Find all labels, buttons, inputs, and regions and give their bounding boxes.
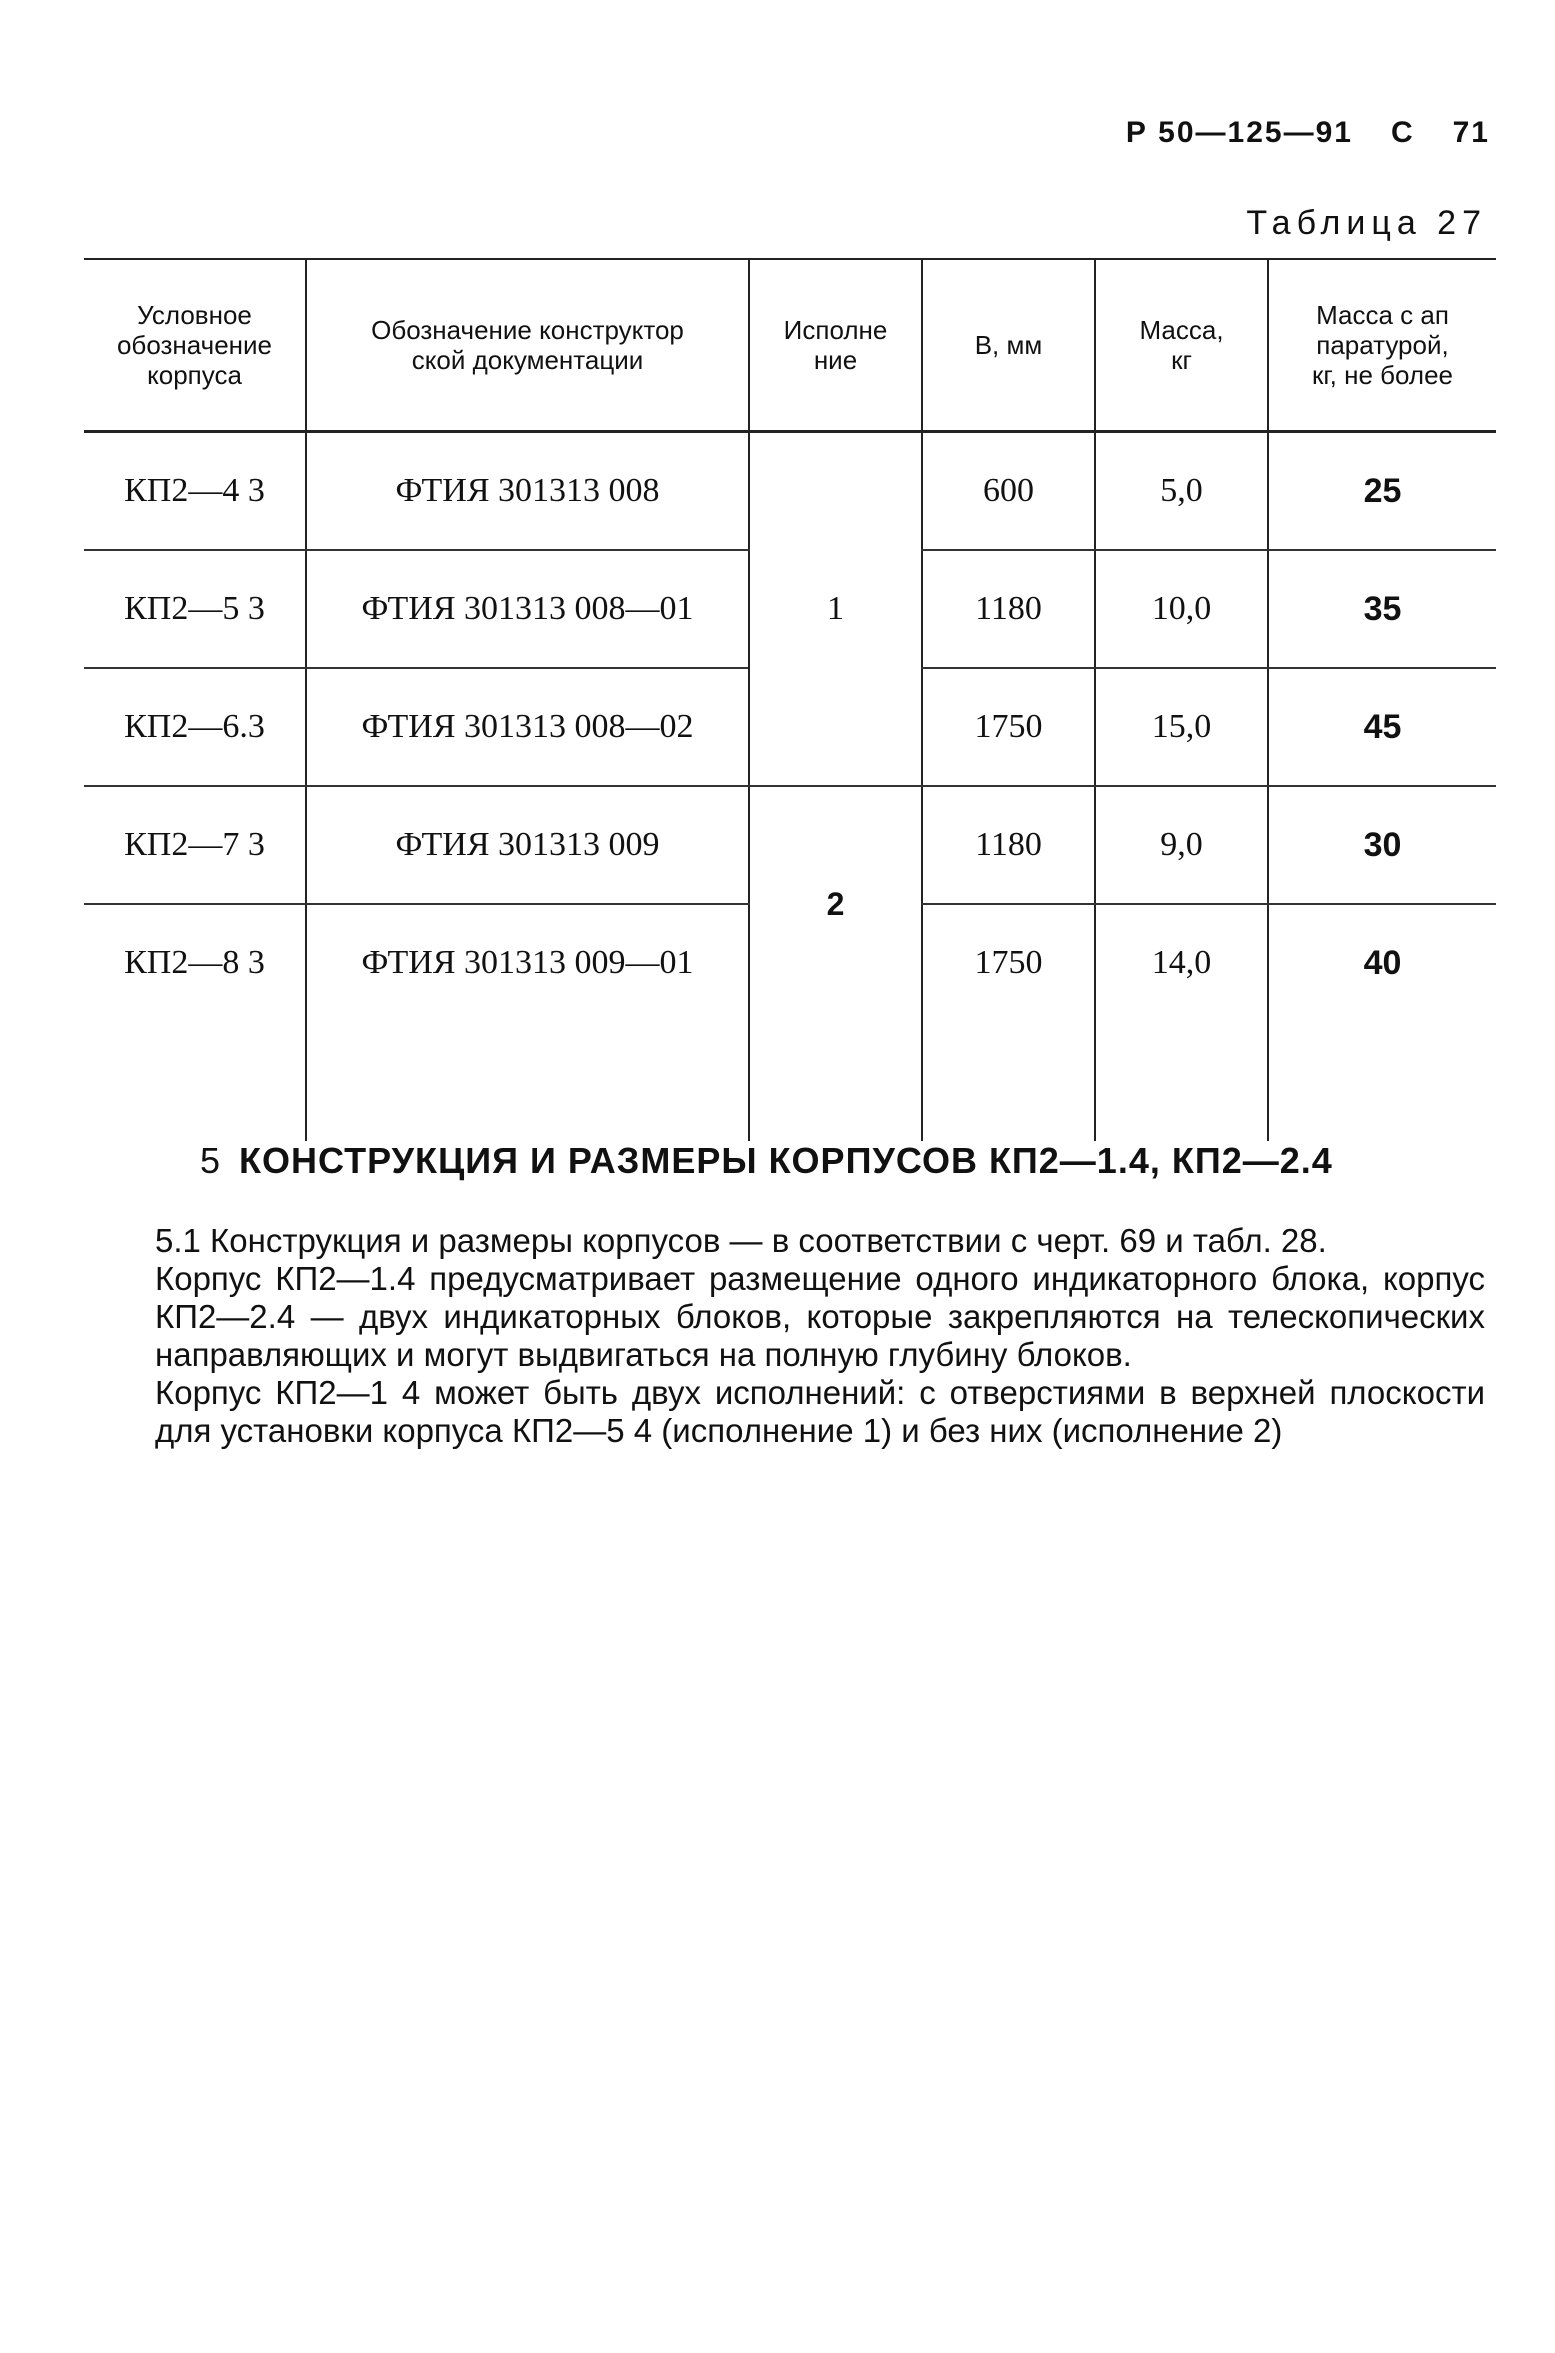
b-mm-cell: 1750 — [922, 904, 1095, 1021]
header-line: кг — [1171, 345, 1192, 375]
header-line: Масса, — [1139, 315, 1224, 345]
column-header-execution — [749, 259, 922, 432]
execution-cell: 2 — [749, 786, 922, 1021]
table-header-row — [84, 259, 1496, 432]
mass-cell: 10,0 — [1095, 550, 1268, 668]
section-number: 5 — [200, 1140, 222, 1181]
header-line: ние — [813, 345, 858, 375]
mass-cell: 5,0 — [1095, 432, 1268, 551]
mass-cell: 15,0 — [1095, 668, 1268, 786]
section-title-text: КОНСТРУКЦИЯ И РАЗМЕРЫ КОРПУСОВ КП2—1.4, КП2—2.4 — [239, 1140, 1333, 1181]
mass-max-cell: 30 — [1268, 786, 1496, 904]
table-row — [84, 432, 1496, 551]
document-code: Р 50—125—91 — [1125, 116, 1353, 149]
paragraph: Корпус КП2—1.4 предусматривает размещение одного индикаторного блока, корпус КП2—2.4 — двух индикаторных блоков, которые закрепляются на телескопических направляющих и могут выдвигаться на полную глубину блоков. — [155, 1260, 1485, 1373]
document-cell: ФТИЯ 301313 008—02 — [306, 668, 749, 786]
mass-cell: 14,0 — [1095, 904, 1268, 1021]
b-mm-cell: 1750 — [922, 668, 1095, 786]
spacer-cell — [922, 1021, 1095, 1141]
mass-cell: 9,0 — [1095, 786, 1268, 904]
header-line: B, мм — [974, 330, 1043, 360]
b-mm-cell: 600 — [922, 432, 1095, 551]
page-prefix: С — [1390, 116, 1415, 149]
header-line: кг, не более — [1311, 360, 1454, 390]
header-line: Исполне — [783, 315, 888, 345]
section-heading — [200, 1140, 1500, 1182]
column-header-mass — [1095, 259, 1268, 432]
mass-max-cell: 25 — [1268, 432, 1496, 551]
column-header-document — [306, 259, 749, 432]
column-header-mass-max — [1268, 259, 1496, 432]
spacer-cell — [1268, 1021, 1496, 1141]
mass-max-cell: 35 — [1268, 550, 1496, 668]
document-cell: ФТИЯ 301313 008—01 — [306, 550, 749, 668]
paragraph: 5.1 Конструкция и размеры корпусов — в соответствии с черт. 69 и табл. 28. — [155, 1222, 1327, 1259]
designation-cell: КП2—7 3 — [84, 786, 306, 904]
document-cell: ФТИЯ 301313 009 — [306, 786, 749, 904]
designation-cell: КП2—4 3 — [84, 432, 306, 551]
header-line: корпуса — [147, 360, 242, 390]
designation-cell: КП2—8 3 — [124, 944, 265, 981]
header-line: Масса с ап — [1316, 300, 1449, 330]
execution-cell: 1 — [749, 432, 922, 787]
paragraph: Корпус КП2—1 4 может быть двух исполнений: с отверстиями в верхней плоскости для установки корпуса КП2—5 4 (исполнение 1) и без них (исполнение 2) — [155, 1374, 1485, 1449]
header-line: обозначение — [116, 330, 273, 360]
body-text — [155, 1222, 1485, 1450]
header-line: паратурой, — [1316, 330, 1449, 360]
table-spacer-row — [84, 1021, 1496, 1141]
b-mm-cell: 1180 — [922, 786, 1095, 904]
table-row — [84, 786, 1496, 904]
table-caption: Таблица 27 — [1246, 204, 1487, 242]
b-mm-cell: 1180 — [922, 550, 1095, 668]
spacer-cell — [749, 1021, 922, 1141]
designation-cell: КП2—5 3 — [84, 550, 306, 668]
document-cell: ФТИЯ 301313 008 — [306, 432, 749, 551]
page-header — [1050, 116, 1490, 150]
page-number: 71 — [1452, 116, 1490, 149]
mass-max-cell: 40 — [1268, 904, 1496, 1021]
spacer-cell — [1095, 1021, 1268, 1141]
column-header-designation — [84, 259, 306, 432]
data-table — [84, 258, 1496, 1141]
header-line: Условное — [137, 300, 252, 330]
header-line: ской документации — [411, 345, 644, 375]
spacer-cell — [84, 1021, 306, 1141]
designation-cell: КП2—6.3 — [84, 668, 306, 786]
spacer-cell — [306, 1021, 749, 1141]
column-header-b — [922, 259, 1095, 432]
document-cell: ФТИЯ 301313 009—01 — [306, 904, 749, 1021]
header-line: Обозначение конструктор — [371, 315, 684, 345]
mass-max-cell: 45 — [1268, 668, 1496, 786]
